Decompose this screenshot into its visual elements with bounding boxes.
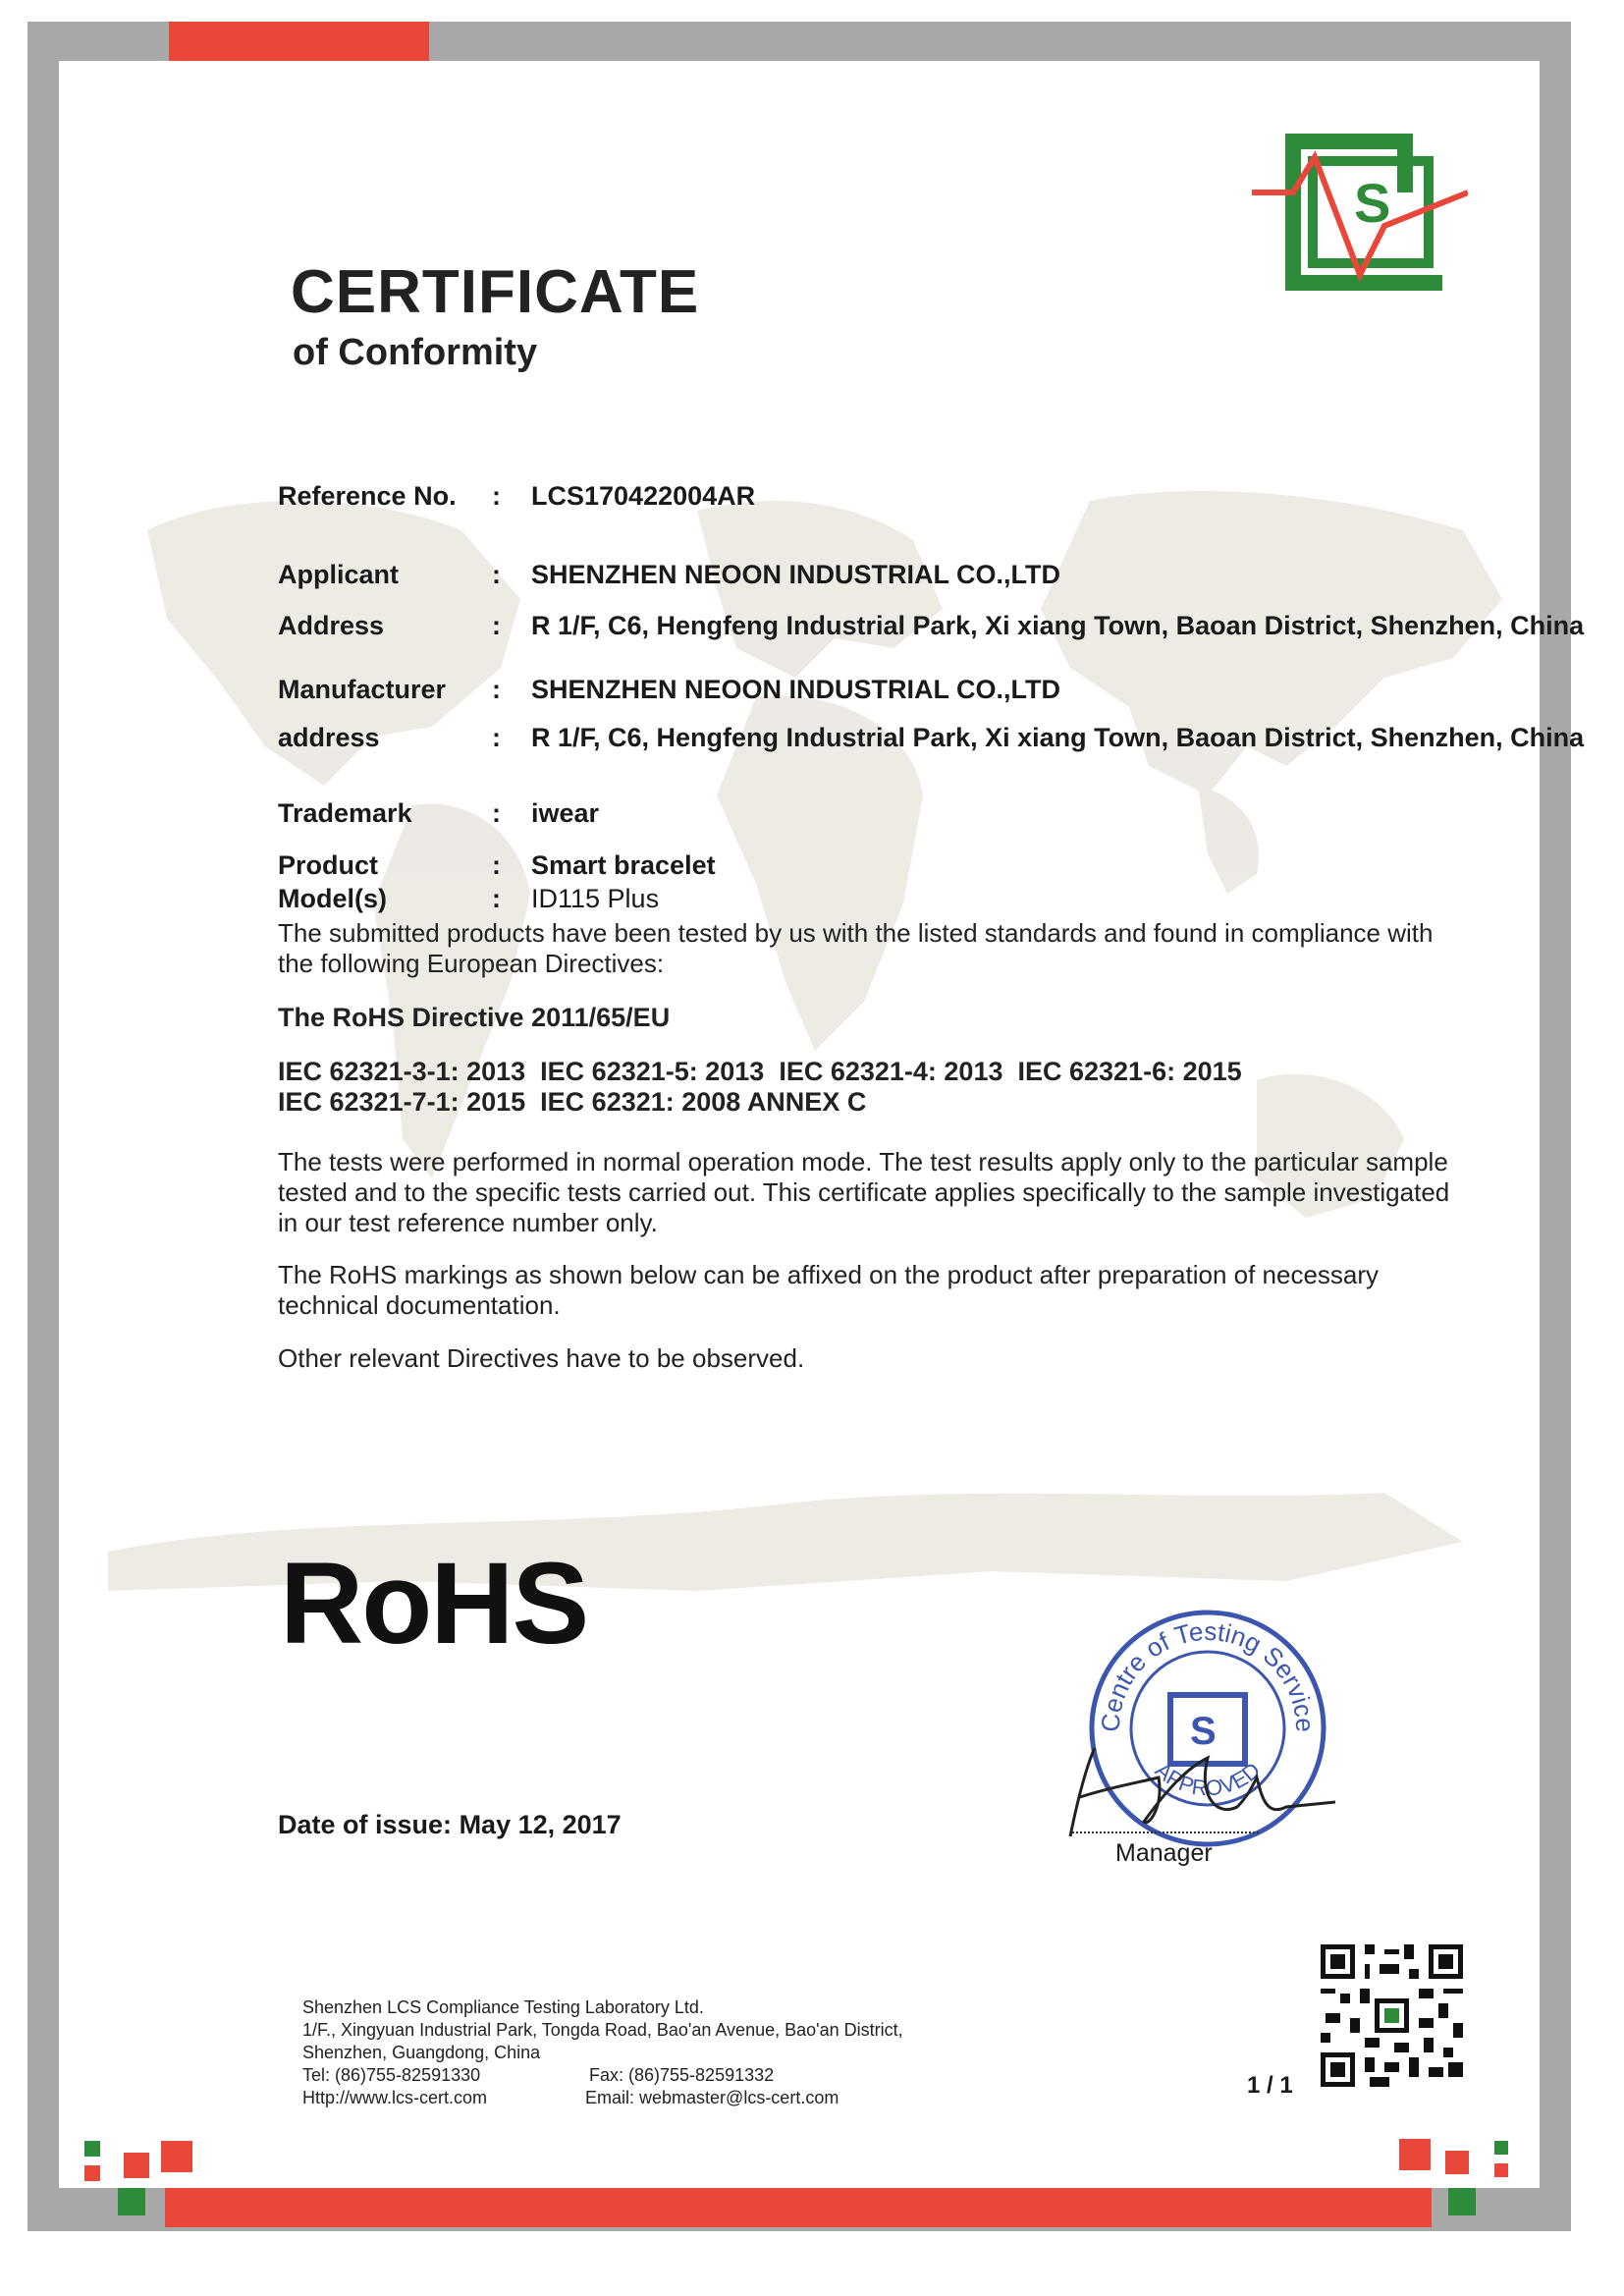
colon: : <box>492 884 501 913</box>
reference-value: LCS170422004AR <box>531 481 756 511</box>
page-number: 1 / 1 <box>1247 2072 1293 2099</box>
models-label: Model(s) <box>278 884 387 913</box>
colon: : <box>492 560 501 589</box>
manufacturer-value: SHENZHEN NEOON INDUSTRIAL CO.,LTD <box>531 675 1061 704</box>
footer-fax: Fax: (86)755-82591332 <box>589 2065 775 2085</box>
trademark-value: iwear <box>531 798 600 828</box>
colon: : <box>492 850 501 880</box>
models-value: ID115 Plus <box>531 884 660 913</box>
footer-tel: Tel: (86)755-82591330 <box>302 2065 481 2085</box>
colon: : <box>492 798 501 828</box>
standards-line-1: IEC 62321-3-1: 2013 IEC 62321-5: 2013 IEC 62321-4: 2013 IEC 62321-6: 2015 <box>278 1057 1242 1086</box>
address-value: R 1/F, C6, Hengfeng Industrial Park, Xi xiang Town, Baoan District, Shenzhen, China <box>531 611 1585 640</box>
colon: : <box>492 481 501 511</box>
top-red-bar <box>169 22 429 61</box>
issue-label: Date of issue: <box>278 1810 453 1839</box>
other-directives-statement: Other relevant Directives have to be observed. <box>278 1343 805 1373</box>
applicant-label: Applicant <box>278 560 400 589</box>
deco-square <box>1494 2163 1508 2177</box>
colon: : <box>492 675 501 704</box>
product-label: Product <box>278 850 379 880</box>
standards-line-2: IEC 62321-7-1: 2015 IEC 62321: 2008 ANNEX C <box>278 1087 867 1117</box>
manufacturer-address-label: address <box>278 723 380 752</box>
manufacturer-address-value: R 1/F, C6, Hengfeng Industrial Park, Xi xiang Town, Baoan District, Shenzhen, China <box>531 723 1585 752</box>
manager-label: Manager <box>1115 1839 1213 1867</box>
seal-text-bottom: APPROVED <box>1150 1757 1266 1801</box>
manager-signature <box>1051 1728 1345 1846</box>
markings-statement: The RoHS markings as shown below can be affixed on the product after preparation of necessary technical documentation. <box>278 1260 1380 1320</box>
footer-address-2: Shenzhen, Guangdong, China <box>302 2043 541 2062</box>
deco-square <box>84 2141 100 2157</box>
deco-square <box>1494 2141 1508 2155</box>
deco-square <box>1399 2139 1431 2170</box>
reference-label: Reference No. <box>278 481 457 511</box>
rohs-mark: RoHS <box>280 1539 588 1668</box>
colon: : <box>492 723 501 752</box>
logo-letter: S <box>1354 172 1391 234</box>
deco-square <box>1445 2151 1469 2174</box>
lcs-logo <box>1252 128 1468 295</box>
applicant-value: SHENZHEN NEOON INDUSTRIAL CO.,LTD <box>531 560 1061 589</box>
seal-letter: S <box>1190 1710 1217 1753</box>
footer-company: Shenzhen LCS Compliance Testing Laboratory Ltd. <box>302 1997 704 2017</box>
seal-text-top: Centre of Testing Service <box>1095 1615 1321 1733</box>
qr-code[interactable] <box>1321 1944 1463 2087</box>
footer-address-1: 1/F., Xingyuan Industrial Park, Tongda Road, Bao'an Avenue, Bao'an District, <box>302 2020 903 2040</box>
deco-square <box>1448 2188 1476 2215</box>
product-value: Smart bracelet <box>531 850 716 880</box>
address-label: Address <box>278 611 385 640</box>
date-of-issue <box>278 1810 622 1840</box>
certificate-title: CERTIFICATE <box>291 258 700 326</box>
footer-email: Email: webmaster@lcs-cert.com <box>585 2088 839 2107</box>
deco-square <box>84 2165 100 2181</box>
trademark-label: Trademark <box>278 798 412 828</box>
bottom-red-bar <box>165 2188 1432 2227</box>
deco-square <box>124 2153 149 2178</box>
manufacturer-label: Manufacturer <box>278 675 447 704</box>
compliance-statement: The submitted products have been tested by us with the listed standards and found in compliance with the following European Directives: <box>278 918 1434 978</box>
footer-web: Http://www.lcs-cert.com <box>302 2088 488 2107</box>
directive-title: The RoHS Directive 2011/65/EU <box>278 1003 671 1032</box>
colon: : <box>492 611 501 640</box>
certificate-subtitle: of Conformity <box>293 332 538 373</box>
deco-square <box>118 2188 145 2215</box>
tests-statement: The tests were performed in normal operation mode. The test results apply only to the particular sample tested and to the specific tests carried out. This certificate applies specifically to the sample investigated in our test reference number only. <box>278 1147 1450 1237</box>
deco-square <box>161 2141 192 2172</box>
issue-date: May 12, 2017 <box>459 1810 622 1839</box>
signature-line <box>1072 1831 1259 1833</box>
